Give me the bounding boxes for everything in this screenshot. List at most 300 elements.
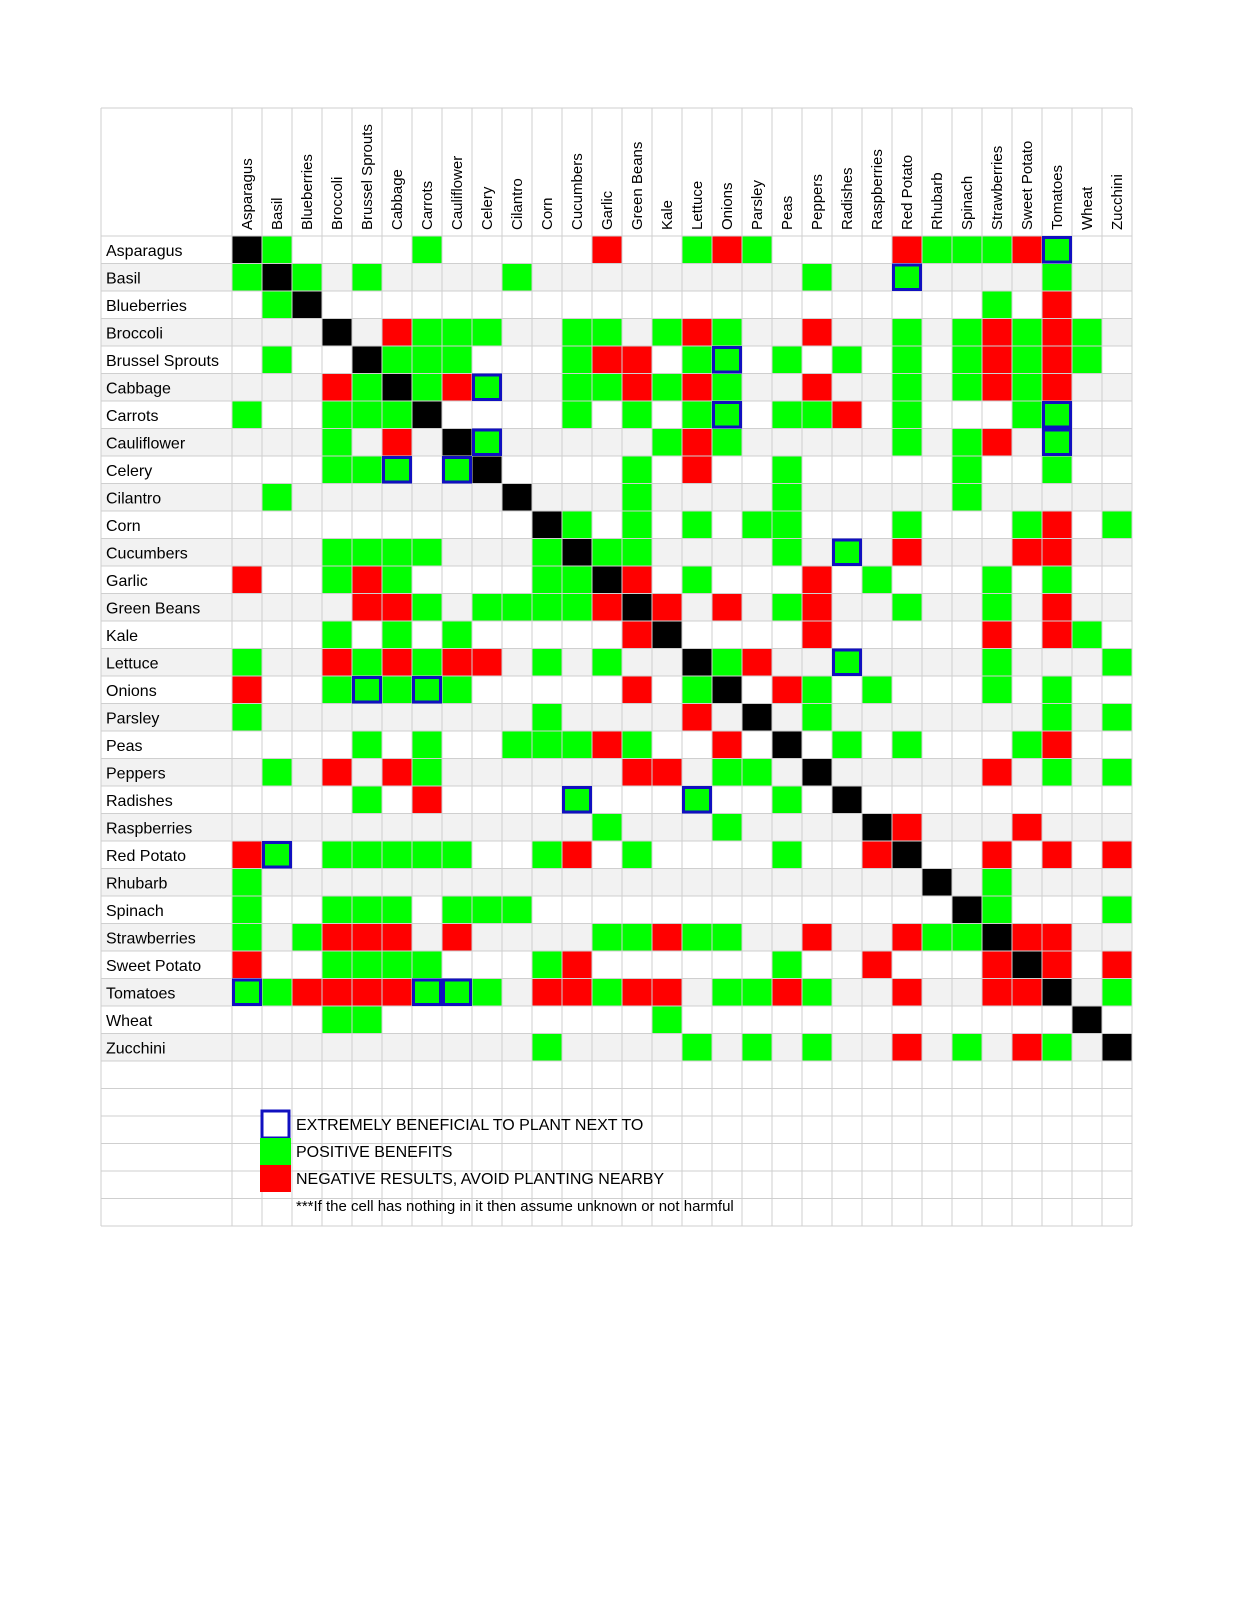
- cell-strawberries-brussel-sprouts: [352, 924, 382, 952]
- cell-onions-green-beans: [622, 676, 652, 704]
- row-label-raspberries: Raspberries: [106, 820, 193, 838]
- cell-tomatoes-cauliflower: [442, 979, 472, 1007]
- cell-broccoli-cauliflower: [442, 319, 472, 347]
- cell-broccoli-sweet-potato: [1012, 319, 1042, 347]
- cell-brussel-sprouts-cucumbers: [562, 346, 592, 374]
- cell-red-potato-carrots: [412, 841, 442, 869]
- cell-zucchini-lettuce: [682, 1034, 712, 1062]
- cell-celery-spinach: [952, 456, 982, 484]
- cell-parsley-lettuce: [682, 704, 712, 732]
- cell-corn-parsley: [742, 511, 772, 539]
- legend-label-negative: NEGATIVE RESULTS, AVOID PLANTING NEARBY: [296, 1171, 665, 1188]
- cell-self-zucchini: [1102, 1034, 1132, 1062]
- cell-kale-green-beans: [622, 621, 652, 649]
- cell-celery-tomatoes: [1042, 456, 1072, 484]
- cell-red-potato-brussel-sprouts: [352, 841, 382, 869]
- cell-tomatoes-sweet-potato: [1012, 979, 1042, 1007]
- cell-self-parsley: [742, 704, 772, 732]
- cell-red-potato-raspberries: [862, 841, 892, 869]
- cell-radishes-carrots: [412, 786, 442, 814]
- cell-self-lettuce: [682, 649, 712, 677]
- cell-peas-green-beans: [622, 731, 652, 759]
- cell-garlic-brussel-sprouts: [352, 566, 382, 594]
- cell-green-beans-strawberries: [982, 594, 1012, 622]
- row-label-rhubarb: Rhubarb: [106, 875, 168, 893]
- cell-tomatoes-garlic: [592, 979, 622, 1007]
- cell-lettuce-brussel-sprouts: [352, 649, 382, 677]
- cell-self-onions: [712, 676, 742, 704]
- cell-cabbage-green-beans: [622, 374, 652, 402]
- cell-corn-lettuce: [682, 511, 712, 539]
- row-label-red-potato: Red Potato: [106, 847, 187, 865]
- cell-lettuce-cabbage: [382, 649, 412, 677]
- cell-tomatoes-celery: [472, 979, 502, 1007]
- cell-onions-asparagus: [232, 676, 262, 704]
- cell-lettuce-parsley: [742, 649, 772, 677]
- cell-spinach-broccoli: [322, 896, 352, 924]
- cell-self-cabbage: [382, 374, 412, 402]
- cell-peas-tomatoes: [1042, 731, 1072, 759]
- cell-self-kale: [652, 621, 682, 649]
- row-label-cucumbers: Cucumbers: [106, 545, 188, 563]
- cell-sweet-potato-brussel-sprouts: [352, 951, 382, 979]
- cell-broccoli-celery: [472, 319, 502, 347]
- col-label-carrots: Carrots: [419, 180, 436, 230]
- cell-raspberries-onions: [712, 814, 742, 842]
- cell-corn-sweet-potato: [1012, 511, 1042, 539]
- cell-peas-red-potato: [892, 731, 922, 759]
- cell-cabbage-celery: [472, 374, 502, 402]
- cell-strawberries-broccoli: [322, 924, 352, 952]
- cell-tomatoes-strawberries: [982, 979, 1012, 1007]
- cell-carrots-onions: [712, 401, 742, 429]
- cell-peppers-onions: [712, 759, 742, 787]
- cell-radishes-lettuce: [682, 786, 712, 814]
- col-label-parsley: Parsley: [749, 179, 766, 230]
- cell-carrots-brussel-sprouts: [352, 401, 382, 429]
- row-label-broccoli: Broccoli: [106, 325, 163, 343]
- cell-asparagus-tomatoes: [1042, 236, 1072, 264]
- cell-self-cauliflower: [442, 429, 472, 457]
- cell-strawberries-tomatoes: [1042, 924, 1072, 952]
- cell-cauliflower-red-potato: [892, 429, 922, 457]
- row-label-celery: Celery: [106, 462, 153, 480]
- cell-garlic-lettuce: [682, 566, 712, 594]
- cell-lettuce-zucchini: [1102, 649, 1132, 677]
- cell-lettuce-radishes: [832, 649, 862, 677]
- cell-brussel-sprouts-garlic: [592, 346, 622, 374]
- cell-garlic-tomatoes: [1042, 566, 1072, 594]
- cell-peas-cucumbers: [562, 731, 592, 759]
- cell-lettuce-garlic: [592, 649, 622, 677]
- cell-corn-green-beans: [622, 511, 652, 539]
- cell-tomatoes-brussel-sprouts: [352, 979, 382, 1007]
- cell-carrots-broccoli: [322, 401, 352, 429]
- cell-tomatoes-broccoli: [322, 979, 352, 1007]
- cell-cucumbers-brussel-sprouts: [352, 539, 382, 567]
- cell-brussel-sprouts-basil: [262, 346, 292, 374]
- cell-broccoli-lettuce: [682, 319, 712, 347]
- cell-peas-cilantro: [502, 731, 532, 759]
- col-label-brussel-sprouts: Brussel Sprouts: [359, 124, 376, 230]
- row-label-spinach: Spinach: [106, 902, 164, 920]
- cell-corn-cucumbers: [562, 511, 592, 539]
- cell-strawberries-garlic: [592, 924, 622, 952]
- row-label-radishes: Radishes: [106, 792, 173, 810]
- cell-self-cilantro: [502, 484, 532, 512]
- cell-cauliflower-onions: [712, 429, 742, 457]
- cell-garlic-corn: [532, 566, 562, 594]
- cell-wheat-brussel-sprouts: [352, 1006, 382, 1034]
- cell-broccoli-spinach: [952, 319, 982, 347]
- cell-self-asparagus: [232, 236, 262, 264]
- cell-green-beans-red-potato: [892, 594, 922, 622]
- cell-red-potato-cucumbers: [562, 841, 592, 869]
- cell-green-beans-carrots: [412, 594, 442, 622]
- cell-green-beans-kale: [652, 594, 682, 622]
- col-label-corn: Corn: [539, 197, 556, 230]
- cell-green-beans-peas: [772, 594, 802, 622]
- cell-broccoli-cabbage: [382, 319, 412, 347]
- cell-spinach-strawberries: [982, 896, 1012, 924]
- cell-self-peas: [772, 731, 802, 759]
- cell-cabbage-kale: [652, 374, 682, 402]
- cell-cauliflower-strawberries: [982, 429, 1012, 457]
- cell-strawberries-asparagus: [232, 924, 262, 952]
- cell-garlic-green-beans: [622, 566, 652, 594]
- cell-self-broccoli: [322, 319, 352, 347]
- cell-tomatoes-green-beans: [622, 979, 652, 1007]
- cell-peas-sweet-potato: [1012, 731, 1042, 759]
- cell-peppers-strawberries: [982, 759, 1012, 787]
- cell-sweet-potato-cucumbers: [562, 951, 592, 979]
- cell-basil-brussel-sprouts: [352, 264, 382, 292]
- cell-broccoli-kale: [652, 319, 682, 347]
- cell-spinach-brussel-sprouts: [352, 896, 382, 924]
- cell-kale-strawberries: [982, 621, 1012, 649]
- cell-blueberries-tomatoes: [1042, 291, 1072, 319]
- cell-spinach-zucchini: [1102, 896, 1132, 924]
- cell-peas-carrots: [412, 731, 442, 759]
- cell-self-peppers: [802, 759, 832, 787]
- cell-basil-asparagus: [232, 264, 262, 292]
- cell-asparagus-carrots: [412, 236, 442, 264]
- row-label-lettuce: Lettuce: [106, 655, 159, 673]
- cell-carrots-asparagus: [232, 401, 262, 429]
- cell-broccoli-strawberries: [982, 319, 1012, 347]
- cell-onions-cabbage: [382, 676, 412, 704]
- cell-cucumbers-garlic: [592, 539, 622, 567]
- row-label-blueberries: Blueberries: [106, 297, 187, 315]
- row-label-asparagus: Asparagus: [106, 242, 183, 260]
- cell-garlic-cucumbers: [562, 566, 592, 594]
- cell-peppers-basil: [262, 759, 292, 787]
- cell-cucumbers-red-potato: [892, 539, 922, 567]
- cell-raspberries-sweet-potato: [1012, 814, 1042, 842]
- cell-cauliflower-kale: [652, 429, 682, 457]
- cell-asparagus-onions: [712, 236, 742, 264]
- cell-strawberries-red-potato: [892, 924, 922, 952]
- row-label-strawberries: Strawberries: [106, 930, 196, 948]
- cell-brussel-sprouts-peas: [772, 346, 802, 374]
- cell-blueberries-basil: [262, 291, 292, 319]
- row-label-peas: Peas: [106, 737, 143, 755]
- cell-red-potato-broccoli: [322, 841, 352, 869]
- cell-parsley-corn: [532, 704, 562, 732]
- cell-lettuce-corn: [532, 649, 562, 677]
- cell-cucumbers-broccoli: [322, 539, 352, 567]
- cell-brussel-sprouts-sweet-potato: [1012, 346, 1042, 374]
- cell-self-raspberries: [862, 814, 892, 842]
- cell-cilantro-basil: [262, 484, 292, 512]
- row-label-garlic: Garlic: [106, 572, 148, 590]
- cell-garlic-peppers: [802, 566, 832, 594]
- row-label-sweet-potato: Sweet Potato: [106, 957, 202, 975]
- cell-kale-broccoli: [322, 621, 352, 649]
- cell-corn-zucchini: [1102, 511, 1132, 539]
- cell-self-rhubarb: [922, 869, 952, 897]
- cell-green-beans-brussel-sprouts: [352, 594, 382, 622]
- cell-self-sweet-potato: [1012, 951, 1042, 979]
- cell-zucchini-red-potato: [892, 1034, 922, 1062]
- cell-self-carrots: [412, 401, 442, 429]
- cell-green-beans-cucumbers: [562, 594, 592, 622]
- cell-carrots-cucumbers: [562, 401, 592, 429]
- cell-radishes-cucumbers: [562, 786, 592, 814]
- cell-peppers-carrots: [412, 759, 442, 787]
- row-label-carrots: Carrots: [106, 407, 159, 425]
- cell-lettuce-celery: [472, 649, 502, 677]
- cell-tomatoes-peppers: [802, 979, 832, 1007]
- cell-onions-peas: [772, 676, 802, 704]
- cell-carrots-cabbage: [382, 401, 412, 429]
- cell-self-corn: [532, 511, 562, 539]
- cell-asparagus-garlic: [592, 236, 622, 264]
- cell-red-potato-corn: [532, 841, 562, 869]
- cell-strawberries-spinach: [952, 924, 982, 952]
- cell-green-beans-peppers: [802, 594, 832, 622]
- cell-red-potato-strawberries: [982, 841, 1012, 869]
- cell-strawberries-kale: [652, 924, 682, 952]
- cell-cilantro-green-beans: [622, 484, 652, 512]
- cell-spinach-cauliflower: [442, 896, 472, 924]
- cell-asparagus-rhubarb: [922, 236, 952, 264]
- col-label-asparagus: Asparagus: [239, 158, 256, 230]
- cell-strawberries-cabbage: [382, 924, 412, 952]
- cell-onions-raspberries: [862, 676, 892, 704]
- col-label-rhubarb: Rhubarb: [929, 172, 946, 230]
- cell-celery-lettuce: [682, 456, 712, 484]
- cell-zucchini-spinach: [952, 1034, 982, 1062]
- cell-radishes-peas: [772, 786, 802, 814]
- cell-cauliflower-tomatoes: [1042, 429, 1072, 457]
- cell-brussel-sprouts-lettuce: [682, 346, 712, 374]
- col-label-peppers: Peppers: [809, 174, 826, 230]
- cell-cabbage-carrots: [412, 374, 442, 402]
- cell-corn-red-potato: [892, 511, 922, 539]
- cell-celery-broccoli: [322, 456, 352, 484]
- cell-cilantro-peas: [772, 484, 802, 512]
- row-label-basil: Basil: [106, 270, 141, 288]
- cell-asparagus-basil: [262, 236, 292, 264]
- cell-broccoli-carrots: [412, 319, 442, 347]
- cell-sweet-potato-cabbage: [382, 951, 412, 979]
- cell-self-spinach: [952, 896, 982, 924]
- cell-lettuce-asparagus: [232, 649, 262, 677]
- cell-carrots-lettuce: [682, 401, 712, 429]
- cell-self-green-beans: [622, 594, 652, 622]
- cell-peppers-tomatoes: [1042, 759, 1072, 787]
- row-label-parsley: Parsley: [106, 710, 160, 728]
- col-label-wheat: Wheat: [1079, 186, 1096, 230]
- col-label-peas: Peas: [779, 195, 796, 230]
- cell-lettuce-onions: [712, 649, 742, 677]
- cell-strawberries-peppers: [802, 924, 832, 952]
- cell-garlic-raspberries: [862, 566, 892, 594]
- cell-broccoli-wheat: [1072, 319, 1102, 347]
- cell-cabbage-spinach: [952, 374, 982, 402]
- cell-self-strawberries: [982, 924, 1012, 952]
- cell-asparagus-red-potato: [892, 236, 922, 264]
- cell-carrots-red-potato: [892, 401, 922, 429]
- cell-parsley-zucchini: [1102, 704, 1132, 732]
- cell-red-potato-green-beans: [622, 841, 652, 869]
- cell-cauliflower-spinach: [952, 429, 982, 457]
- cell-green-beans-cilantro: [502, 594, 532, 622]
- cell-brussel-sprouts-tomatoes: [1042, 346, 1072, 374]
- cell-strawberries-blueberries: [292, 924, 322, 952]
- cell-kale-tomatoes: [1042, 621, 1072, 649]
- cell-carrots-peppers: [802, 401, 832, 429]
- cell-corn-peas: [772, 511, 802, 539]
- cell-cabbage-lettuce: [682, 374, 712, 402]
- cell-asparagus-sweet-potato: [1012, 236, 1042, 264]
- cell-sweet-potato-strawberries: [982, 951, 1012, 979]
- cell-onions-cauliflower: [442, 676, 472, 704]
- cell-green-beans-tomatoes: [1042, 594, 1072, 622]
- cell-peppers-green-beans: [622, 759, 652, 787]
- cell-peas-brussel-sprouts: [352, 731, 382, 759]
- cell-brussel-sprouts-onions: [712, 346, 742, 374]
- cell-lettuce-broccoli: [322, 649, 352, 677]
- cell-brussel-sprouts-green-beans: [622, 346, 652, 374]
- cell-wheat-kale: [652, 1006, 682, 1034]
- cell-tomatoes-asparagus: [232, 979, 262, 1007]
- cell-cilantro-spinach: [952, 484, 982, 512]
- legend-swatch-extreme: [262, 1111, 289, 1138]
- cell-cabbage-red-potato: [892, 374, 922, 402]
- cell-spinach-asparagus: [232, 896, 262, 924]
- cell-brussel-sprouts-wheat: [1072, 346, 1102, 374]
- col-label-red-potato: Red Potato: [899, 154, 916, 230]
- col-label-cabbage: Cabbage: [389, 169, 406, 230]
- cell-carrots-tomatoes: [1042, 401, 1072, 429]
- cell-self-basil: [262, 264, 292, 292]
- cell-tomatoes-kale: [652, 979, 682, 1007]
- cell-cucumbers-green-beans: [622, 539, 652, 567]
- cell-broccoli-tomatoes: [1042, 319, 1072, 347]
- cell-kale-cauliflower: [442, 621, 472, 649]
- cell-green-beans-garlic: [592, 594, 622, 622]
- row-label-peppers: Peppers: [106, 765, 166, 783]
- legend-label-extreme: EXTREMELY BENEFICIAL TO PLANT NEXT TO: [296, 1117, 644, 1134]
- row-label-wheat: Wheat: [106, 1012, 153, 1030]
- cell-broccoli-onions: [712, 319, 742, 347]
- row-label-corn: Corn: [106, 517, 141, 535]
- cell-asparagus-strawberries: [982, 236, 1012, 264]
- cell-asparagus-lettuce: [682, 236, 712, 264]
- cell-garlic-cabbage: [382, 566, 412, 594]
- cell-spinach-cabbage: [382, 896, 412, 924]
- cell-carrots-peas: [772, 401, 802, 429]
- cell-onions-lettuce: [682, 676, 712, 704]
- cell-cucumbers-corn: [532, 539, 562, 567]
- row-label-cilantro: Cilantro: [106, 490, 162, 508]
- cell-corn-tomatoes: [1042, 511, 1072, 539]
- row-label-kale: Kale: [106, 627, 139, 645]
- cell-cabbage-brussel-sprouts: [352, 374, 382, 402]
- cell-cucumbers-tomatoes: [1042, 539, 1072, 567]
- cell-onions-carrots: [412, 676, 442, 704]
- cell-brussel-sprouts-radishes: [832, 346, 862, 374]
- cell-spinach-celery: [472, 896, 502, 924]
- cell-red-potato-peas: [772, 841, 802, 869]
- cell-rhubarb-strawberries: [982, 869, 1012, 897]
- cell-cabbage-sweet-potato: [1012, 374, 1042, 402]
- row-label-brussel-sprouts: Brussel Sprouts: [106, 352, 219, 370]
- cell-self-wheat: [1072, 1006, 1102, 1034]
- col-label-onions: Onions: [719, 182, 736, 230]
- cell-tomatoes-blueberries: [292, 979, 322, 1007]
- cell-zucchini-tomatoes: [1042, 1034, 1072, 1062]
- cell-onions-strawberries: [982, 676, 1012, 704]
- cell-raspberries-red-potato: [892, 814, 922, 842]
- cell-zucchini-peppers: [802, 1034, 832, 1062]
- cell-cabbage-garlic: [592, 374, 622, 402]
- cell-green-beans-corn: [532, 594, 562, 622]
- cell-green-beans-celery: [472, 594, 502, 622]
- row-label-tomatoes: Tomatoes: [106, 985, 176, 1003]
- cell-kale-peppers: [802, 621, 832, 649]
- cell-onions-peppers: [802, 676, 832, 704]
- row-label-onions: Onions: [106, 682, 157, 700]
- cell-sweet-potato-tomatoes: [1042, 951, 1072, 979]
- cell-red-potato-zucchini: [1102, 841, 1132, 869]
- cell-cabbage-onions: [712, 374, 742, 402]
- cell-celery-cabbage: [382, 456, 412, 484]
- cell-spinach-cilantro: [502, 896, 532, 924]
- cell-parsley-peppers: [802, 704, 832, 732]
- cell-asparagus-parsley: [742, 236, 772, 264]
- cell-self-red-potato: [892, 841, 922, 869]
- cell-red-potato-asparagus: [232, 841, 262, 869]
- cell-tomatoes-red-potato: [892, 979, 922, 1007]
- col-label-kale: Kale: [659, 199, 676, 230]
- cell-zucchini-sweet-potato: [1012, 1034, 1042, 1062]
- col-label-broccoli: Broccoli: [329, 176, 346, 230]
- cell-onions-broccoli: [322, 676, 352, 704]
- legend-note: ***If the cell has nothing in it then assume unknown or not harmful: [296, 1198, 734, 1215]
- cell-parsley-tomatoes: [1042, 704, 1072, 732]
- cell-basil-blueberries: [292, 264, 322, 292]
- cell-peppers-cabbage: [382, 759, 412, 787]
- cell-onions-tomatoes: [1042, 676, 1072, 704]
- cell-cucumbers-radishes: [832, 539, 862, 567]
- cell-broccoli-peppers: [802, 319, 832, 347]
- col-label-blueberries: Blueberries: [299, 154, 316, 230]
- cell-cucumbers-carrots: [412, 539, 442, 567]
- cell-cauliflower-broccoli: [322, 429, 352, 457]
